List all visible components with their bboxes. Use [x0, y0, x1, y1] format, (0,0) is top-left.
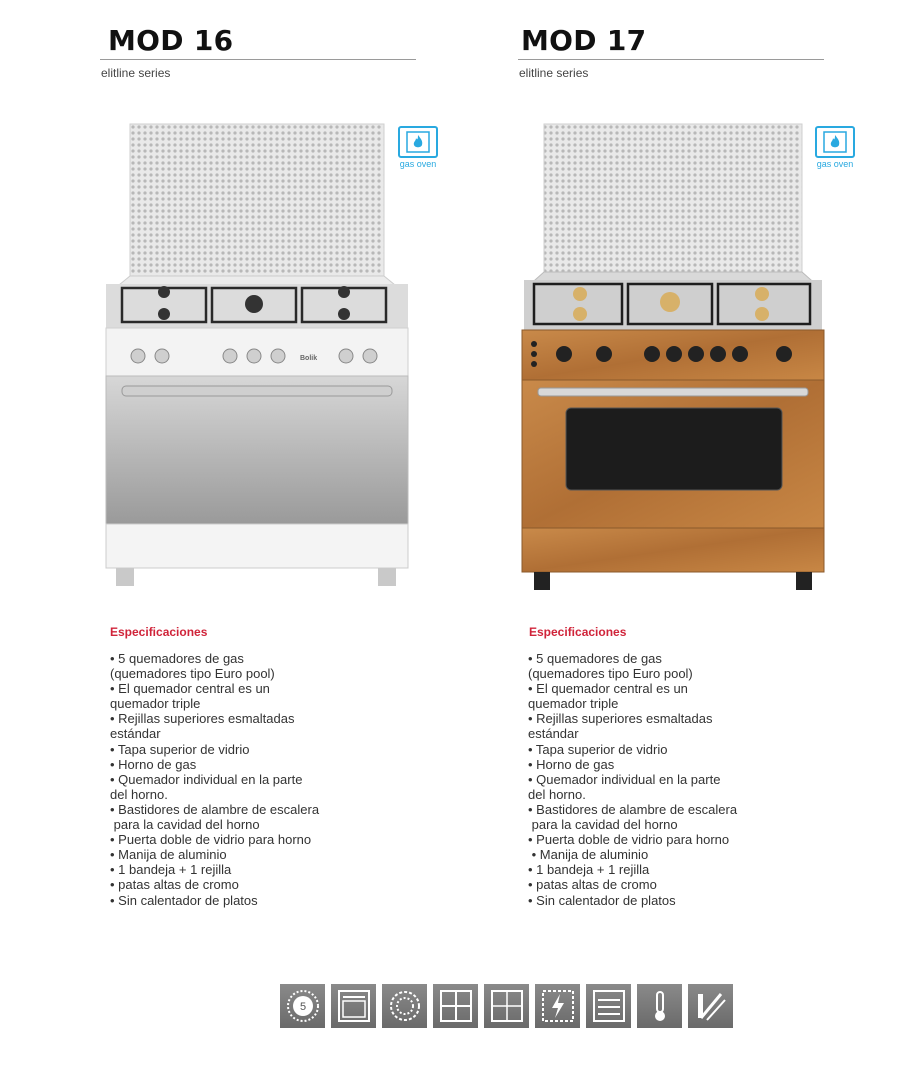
- oven-door-icon: [331, 984, 376, 1028]
- spec-line: • Bastidores de alambre de escalera: [528, 801, 738, 817]
- spec-line: • Quemador individual en la parte: [110, 771, 303, 787]
- spec-line: • Rejillas superiores esmaltadas: [110, 711, 295, 727]
- spec-line: • Bastidores de alambre de escalera: [110, 801, 320, 817]
- series-label: elitline series: [519, 66, 589, 80]
- svg-text:5: 5: [299, 1001, 306, 1013]
- spec-list: [110, 651, 370, 908]
- spec-line: estándar: [110, 726, 161, 742]
- title-rule: [100, 59, 416, 60]
- spec-line: • 1 bandeja + 1 rejilla: [528, 862, 650, 878]
- spec-line: para la cavidad del horno: [110, 817, 260, 833]
- feature-icon-strip: [280, 984, 733, 1028]
- model-title: MOD 17: [521, 24, 647, 57]
- spec-line: del horno.: [110, 786, 168, 802]
- spec-line: • Puerta doble de vidrio para horno: [528, 832, 730, 848]
- spec-line: • Sin calentador de platos: [110, 892, 258, 908]
- spec-line: • 1 bandeja + 1 rejilla: [110, 862, 232, 878]
- spec-line: • Manija de aluminio: [110, 847, 227, 863]
- stove-image-wood: [518, 118, 828, 596]
- spec-line: • Quemador individual en la parte: [528, 771, 721, 787]
- series-label: elitline series: [101, 66, 171, 80]
- spec-line: • Tapa superior de vidrio: [528, 741, 668, 757]
- spec-line: (quemadores tipo Euro pool): [110, 666, 275, 682]
- spec-line: del horno.: [528, 786, 586, 802]
- badge-label: gas oven: [816, 159, 854, 169]
- spec-line: quemador triple: [110, 696, 201, 712]
- spec-line: • Horno de gas: [110, 756, 197, 772]
- spec-line: • patas altas de cromo: [110, 877, 239, 893]
- spec-line: • 5 quemadores de gas: [528, 651, 662, 666]
- spec-line: • Sin calentador de platos: [528, 892, 676, 908]
- spec-line: • Manija de aluminio: [528, 847, 649, 863]
- spec-line: estándar: [528, 726, 579, 742]
- spec-line: • 5 quemadores de gas: [110, 651, 244, 666]
- grid-2-icon: [484, 984, 529, 1028]
- spec-line: (quemadores tipo Euro pool): [528, 666, 693, 682]
- spec-line: • patas altas de cromo: [528, 877, 657, 893]
- five-burners-icon: [280, 984, 325, 1028]
- ignition-icon: [535, 984, 580, 1028]
- stove-image-white: [100, 118, 414, 596]
- spit-icon: [688, 984, 733, 1028]
- model-title: MOD 16: [108, 24, 234, 57]
- spec-line: • Horno de gas: [528, 756, 615, 772]
- spec-line: para la cavidad del horno: [528, 817, 678, 833]
- spec-line: • El quemador central es un: [528, 681, 688, 697]
- spec-line: quemador triple: [528, 696, 619, 712]
- spec-line: • El quemador central es un: [110, 681, 270, 697]
- grid-4-icon: [433, 984, 478, 1028]
- badge-label: gas oven: [399, 159, 437, 169]
- oven-racks-icon: [586, 984, 631, 1028]
- spec-line: • Puerta doble de vidrio para horno: [110, 832, 312, 848]
- spec-list: [528, 651, 788, 908]
- spec-line: • Tapa superior de vidrio: [110, 741, 250, 757]
- burner-ring-icon: [382, 984, 427, 1028]
- thermometer-icon: [637, 984, 682, 1028]
- brand-logo: Bolik: [300, 355, 318, 362]
- spec-heading: Especificaciones: [110, 625, 208, 639]
- spec-heading: Especificaciones: [529, 625, 627, 639]
- title-rule: [518, 59, 824, 60]
- spec-line: • Rejillas superiores esmaltadas: [528, 711, 713, 727]
